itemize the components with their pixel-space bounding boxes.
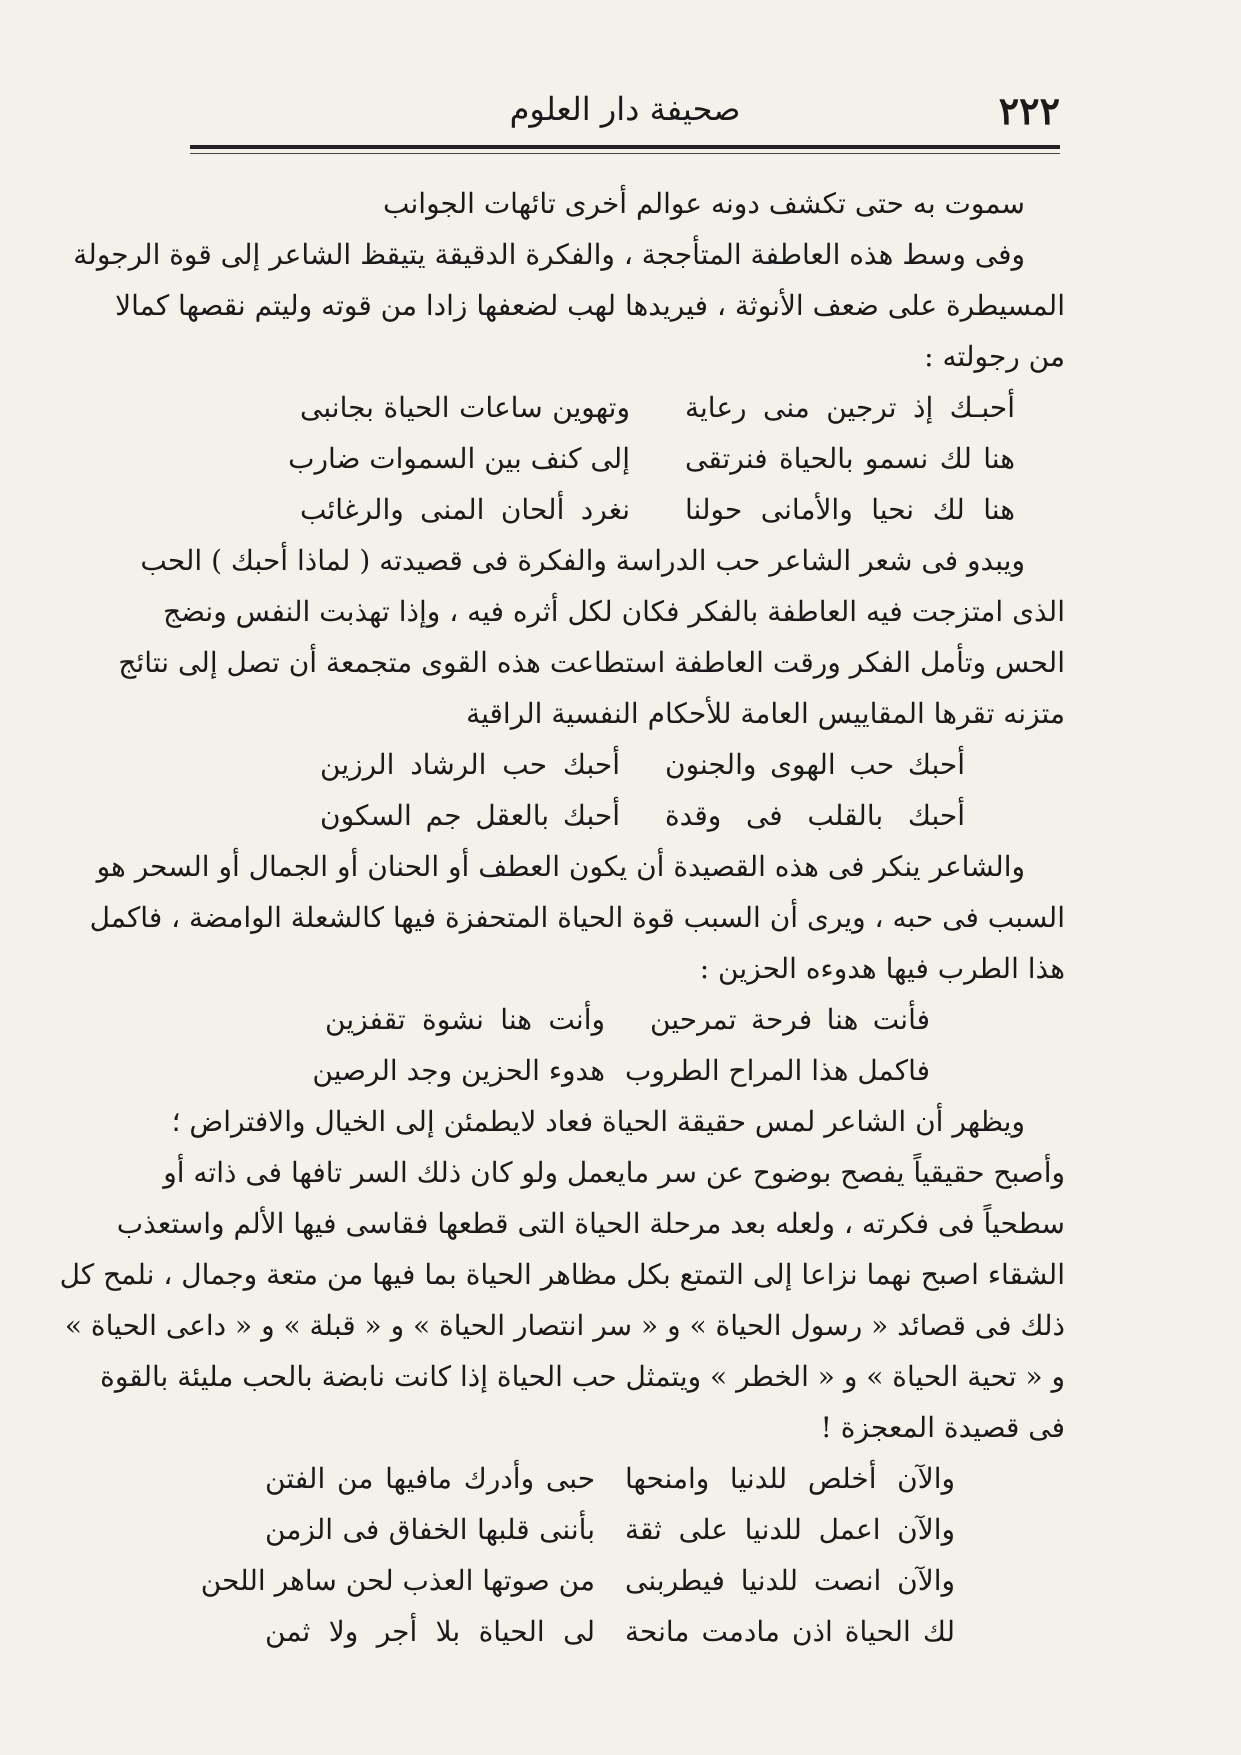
verse-line: [175, 739, 1065, 790]
text-line: متزنه تقرها المقاييس العامة للأحكام النفسية الراقية: [466, 697, 1065, 730]
verse-second-hemistich: إلى كنف بين السموات ضارب: [288, 442, 630, 475]
verse-first-hemistich: هنا لك نحيا والأمانى حولنا: [685, 493, 1015, 526]
text-line: فى قصيدة المعجزة !: [820, 1411, 1065, 1444]
verse-line: [175, 1453, 1065, 1504]
paragraph: [59, 1096, 1065, 1453]
text-line: و « تحية الحياة » و « الخطر » ويتمثل حب الحياة إذا كانت نابضة بالحب مليئة بالقوة: [100, 1360, 1065, 1393]
text-line: ويبدو فى شعر الشاعر حب الدراسة والفكرة فى قصيدته ( لماذا أحبك ) الحب: [140, 544, 1025, 577]
verse-line: [175, 433, 1065, 484]
text-line: الذى امتزجت فيه العاطفة بالفكر فكان لكل أثره فيه ، وإذا تهذبت النفس ونضج: [163, 595, 1065, 628]
text-line: السبب فى حبه ، ويرى أن السبب قوة الحياة المتحفزة فيها كالشعلة الوامضة ، فاكمل: [89, 901, 1065, 934]
verse-first-hemistich: فأنت هنا فرحة تمرحين: [650, 1003, 930, 1036]
page-header: [190, 88, 1060, 148]
verse-first-hemistich: والآن أخلص للدنيا وامنحها: [625, 1462, 955, 1495]
running-title: صحيفة دار العلوم: [509, 90, 741, 128]
verse-second-hemistich: أحبك حب الرشاد الرزين: [320, 748, 620, 781]
verse-second-hemistich: أحبك بالعقل جم السكون: [320, 799, 620, 832]
header-rule: [190, 145, 1060, 149]
verse-first-hemistich: هنا لك نسمو بالحياة فنرتقى: [685, 442, 1015, 475]
body-text: [59, 178, 1065, 1657]
text-line: هذا الطرب فيها هدوءه الحزين :: [699, 952, 1065, 985]
verse-first-hemistich: والآن اعمل للدنيا على ثقة: [625, 1513, 955, 1546]
verse-second-hemistich: حبى وأدرك مافيها من الفتن: [265, 1462, 595, 1495]
text-line: سموت به حتى تكشف دونه عوالم أخرى تائهات الجوانب: [383, 187, 1025, 220]
verse-first-hemistich: لك الحياة اذن مادمت مانحة: [625, 1615, 955, 1648]
text-line: وفى وسط هذه العاطفة المتأججة ، والفكرة الدقيقة يتيقظ الشاعر إلى قوة الرجولة: [73, 238, 1025, 271]
verse-second-hemistich: نغرد ألحان المنى والرغائب: [300, 493, 630, 526]
verse-first-hemistich: أحبك بالقلب فى وقدة: [665, 799, 965, 832]
text-line: الشقاء اصبح نهما نزاعا إلى التمتع بكل مظاهر الحياة بما فيها من متعة وجمال ، نلمح كل: [59, 1258, 1065, 1291]
verse-line: [175, 1555, 1065, 1606]
verse-line: [175, 1045, 1065, 1096]
verse-line: [175, 790, 1065, 841]
paragraph: [73, 229, 1065, 382]
verse-first-hemistich: والآن انصت للدنيا فيطربنى: [625, 1564, 955, 1597]
verse-second-hemistich: من صوتها العذب لحن ساهر اللحن: [200, 1564, 595, 1597]
verse-line: [175, 382, 1065, 433]
text-line: الحس وتأمل الفكر ورقت العاطفة استطاعت هذه القوى متجمعة أن تصل إلى نتائج: [118, 646, 1065, 679]
text-line: من رجولته :: [924, 340, 1065, 373]
verse-line: [175, 994, 1065, 1045]
verse-first-hemistich: فاكمل هذا المراح الطروب: [625, 1054, 930, 1087]
verse-second-hemistich: بأننى قلبها الخفاق فى الزمن: [265, 1513, 595, 1546]
text-line: سطحياً فى فكرته ، ولعله بعد مرحلة الحياة التى قطعها فقاسى فيها الألم واستعذب: [116, 1207, 1065, 1240]
page-number: ٢٢٢: [998, 88, 1060, 133]
text-line: ذلك فى قصائد « رسول الحياة » و « سر انتصار الحياة » و « قبلة » و « داعى الحياة »: [64, 1309, 1065, 1342]
verse-line: [175, 484, 1065, 535]
verse-first-hemistich: أحبـك إذ ترجين منى رعاية: [685, 391, 1015, 424]
verse-second-hemistich: لى الحياة بلا أجر ولا ثمن: [265, 1615, 595, 1648]
paragraph: [118, 535, 1065, 739]
paragraph: [89, 841, 1065, 994]
text-line: وأصبح حقيقياً يفصح بوضوح عن سر مايعمل ولو كان ذلك السر تافها فى ذاته أو: [163, 1156, 1065, 1189]
verse-line: [175, 1606, 1065, 1657]
header-rule-thin: [190, 153, 1060, 154]
text-line: ويظهر أن الشاعر لمس حقيقة الحياة فعاد لايطمئن إلى الخيال والافتراض ؛: [171, 1105, 1025, 1138]
verse-second-hemistich: وتهوين ساعات الحياة بجانبى: [300, 391, 630, 424]
verse-second-hemistich: هدوء الحزين وجد الرصين: [312, 1054, 605, 1087]
verse-line: [175, 1504, 1065, 1555]
paragraph: [175, 178, 1065, 229]
text-line: المسيطرة على ضعف الأنوثة ، فيريدها لهب لضعفها زادا من قوته وليتم نقصها كمالا: [115, 289, 1065, 322]
text-line: والشاعر ينكر فى هذه القصيدة أن يكون العطف أو الحنان أو الجمال أو السحر هو: [96, 850, 1025, 883]
verse-first-hemistich: أحبك حب الهوى والجنون: [665, 748, 965, 781]
verse-second-hemistich: وأنت هنا نشوة تقفزين: [325, 1003, 605, 1036]
